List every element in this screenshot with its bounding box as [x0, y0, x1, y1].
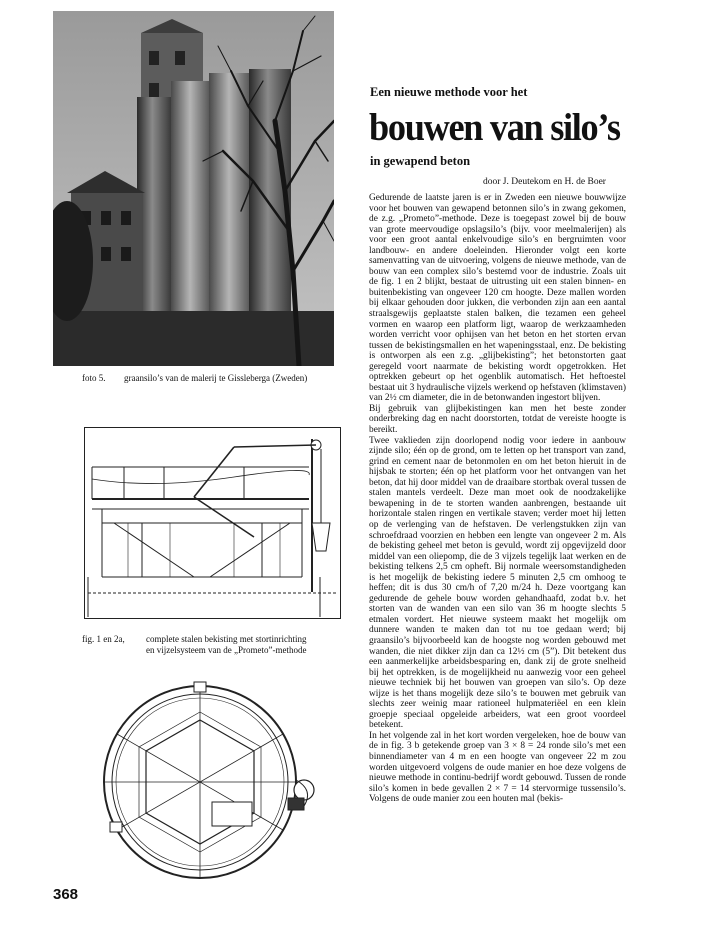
article-headline: bouwen van silo’s	[369, 106, 620, 149]
figure-1-caption	[82, 634, 342, 658]
article-body	[369, 193, 626, 805]
figure-2a-drawing	[82, 672, 322, 882]
article-paragraph: Gedurende de laatste jaren is er in Zweden een nieuwe bouwwijze voor het bouwen van gewapend betonnen silo’s in zwang gekomen, de z.g. „Prometo”-methode. Deze is toegepast zowel bij de bouw van grote meervoudige opslagsilo’s (bijv. voor meelmalerijen) als voor een groot aantal enkelvoudige silo’s en bergruimten voor landbouw- en andere doeleinden. Hieronder volgt een korte samenvatting van de uitvoering, volgens de nieuwe methode, van de bouw van een complex silo’s bestemd voor de industrie. Zoals uit de fig. 1 en 2 blijkt, bestaat de uitrusting uit een stalen binnen- en buitenbekisting van ongeveer 120 cm hoogte. Deze mallen worden bij elkaar gehouden door jukken, die verbonden zijn aan een aantal straalsgewijs geplaatste stalen balken, die tezamen een geheel vormen en waarop een platform ligt, waarop de werkzaamheden worden verricht voor ophijsen van het beton en het storten ervan tussen de bekistingsmallen en het wapeningsstaal, enz. De bekisting is ontworpen als een z.g. „glijbekisting”; het betonstorten gaat geregeld voort naarmate de bekisting wordt opgetrokken. Het optrekken gebeurt op het ogenblik automatisch. Het heftoestel bestaat uit 3 hydraulische vijzels werkend op hefstaven (klimstaven) van 2½ cm diameter, die in de betonwanden ingestort blijven.	[369, 193, 626, 404]
photo-caption-label: foto 5.	[82, 373, 106, 383]
photo-caption	[82, 373, 342, 385]
page-number: 368	[53, 886, 79, 903]
article-subhead: in gewapend beton	[370, 154, 471, 168]
article-paragraph: Twee vaklieden zijn doorlopend nodig voor iedere in aanbouw zijnde silo; één op de grond, om te letten op het transport van zand, grind en cement naar de betonmolen en om het beton hieruit in de hijsbak te storten; één op het platform voor het ontvangen van het beton, dat hij door middel van de draaibare stortbak overal tussen de stalen mantels verdeelt. Deze man moet ook de noodzakelijke bewapening in de te storten wanden aanbrengen, bestaande uit horizontale stalen ringen en vertikale staven; verder moet hij letten op de verlenging van de hefstaven. De verlengstukken zijn van schroefdraad voorzien en hebben een lengte van ongeveer 2 m. Als de bekisting geheel met beton is gevuld, wordt zij opgevijzeld door middel van een oliepomp, die de 3 vijzels tegelijk laat werken en de bekisting telkens 2,5 cm opheft. Bij normale weersomstandigheden is het mogelijk de bekisting iedere 5 minuten 2,5 cm omhoog te heffen; dit is dus 30 cm/h of 7,20 m/24 h. Deze voortgang kan gedurende de gehele bouw worden gehandhaafd, zodat b.v. het storten van de wanden van een silo van 36 m hoogte slechts 5 etmalen vordert. Het nieuwe systeem maakt het mogelijk om dunnere wanden te maken dan tot nu toe gedaan werd; bij graansilo’s bijvoorbeeld kan de hoogste nog worden gebouwd met wanden, die niet dikker zijn dan ca 12½ cm (5”). Dit betekent dus een aanmerkelijke arbeidsbesparing en, dank zij de grote snelheid bij het optrekken, is de mogelijkheid nu aanwezig voor een geheel nieuwe techniek bij het bouwen van groepen van silo’s. Op deze wijze is het thans mogelijk deze silo’s te bouwen met gebruik van slechts zeer weinig maar rationeel hulpmateriëel en een klein groepje speciaal opgeleide arbeiders, wat een groot voordeel betekent.	[369, 435, 626, 731]
article-kicker: Een nieuwe methode voor het	[370, 85, 528, 99]
figure-1-drawing	[84, 427, 341, 619]
article-paragraph: Bij gebruik van glijbekistingen kan men het beste zonder onderbreking dag en nacht doorstorten, totdat de vereiste hoogte is bereikt.	[369, 403, 626, 436]
figure-1-caption-label: fig. 1 en 2a,	[82, 634, 125, 644]
silo-photo	[53, 11, 334, 366]
figure-1-caption-line1: complete stalen bekisting met stortinrichting	[146, 634, 307, 644]
article-paragraph: In het volgende zal in het kort worden vergeleken, hoe de bouw van de in fig. 3 b getekende groep van 3 × 8 = 24 ronde silo’s met een binnendiameter van 4 m en een hoogte van ongeveer 22 m zou worden uitgevoerd volgens de oude manier en hoe deze volgens de nieuwe methode in continu-bedrijf wordt gebouwd. Tussen de ronde silo’s komen in bede gevallen 2 × 7 = 14 stervormige tussensilo’s. Volgens de oude manier zou een houten mal (bekis-	[369, 730, 626, 805]
figure-1-caption-line2: en vijzelsysteem van de „Prometo”-methode	[146, 645, 307, 655]
photo-caption-text: graansilo’s van de malerij te Gissleberga (Zweden)	[124, 373, 308, 383]
article-byline: door J. Deutekom en H. de Boer	[483, 177, 606, 187]
